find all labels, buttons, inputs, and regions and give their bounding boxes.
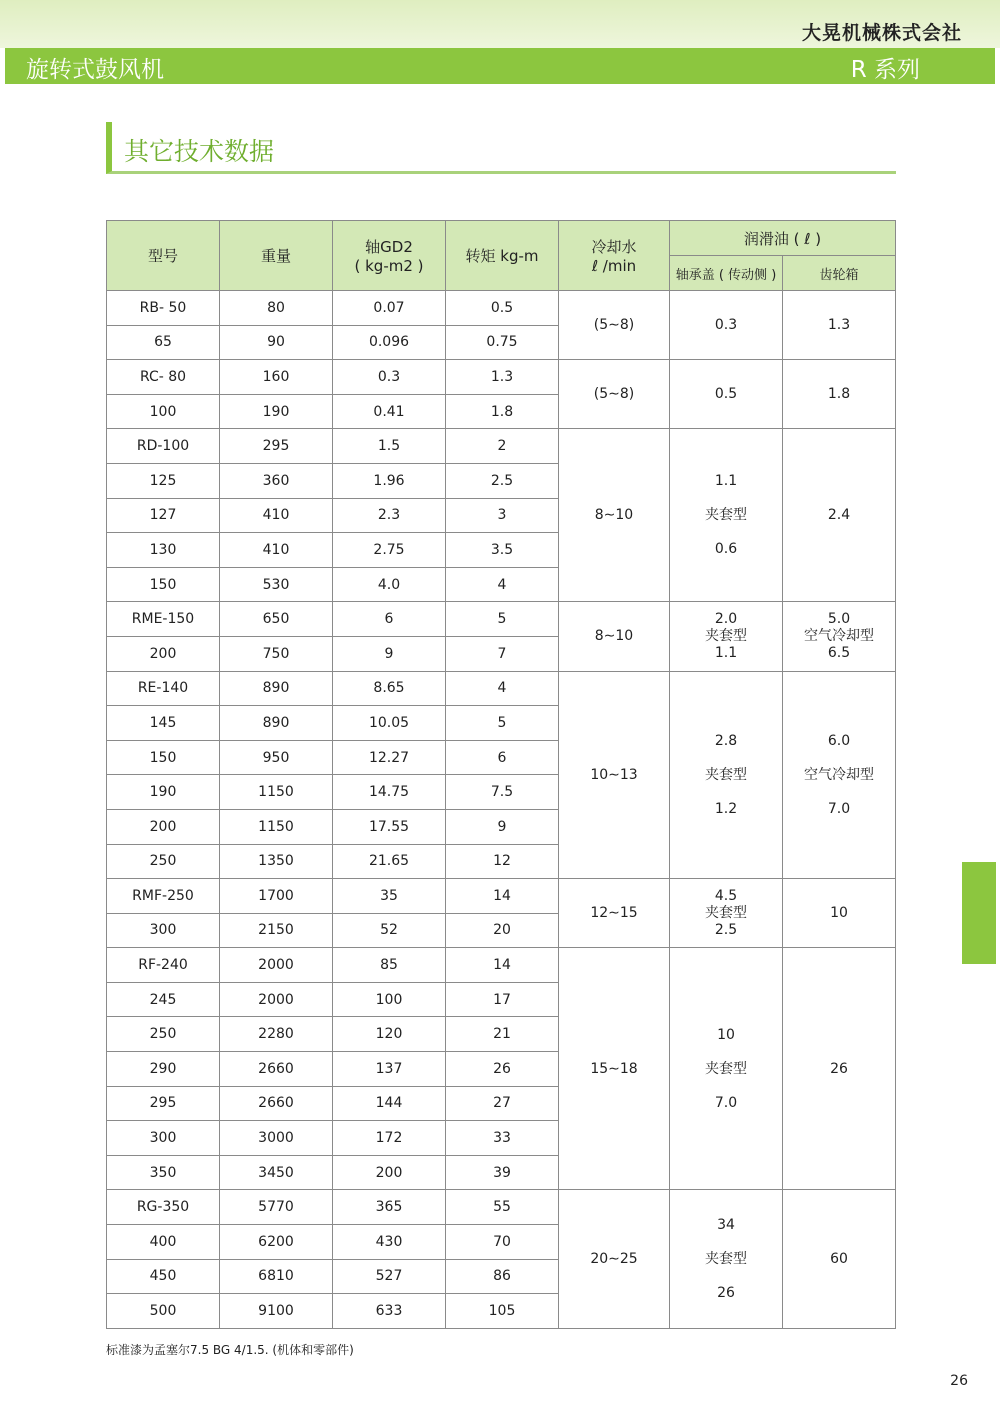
cell-model: RB- 50	[107, 291, 220, 326]
cell-gd2: 10.05	[333, 706, 446, 741]
cell-model: RF-240	[107, 948, 220, 983]
cell-weight: 750	[220, 636, 333, 671]
cell-torque: 17	[446, 982, 559, 1017]
cell-model: RE-140	[107, 671, 220, 706]
cell-model: 145	[107, 706, 220, 741]
cell-cooling: 20∼25	[559, 1190, 670, 1328]
lube-gearbox-line: 空气冷却型	[804, 766, 874, 783]
lube-bearing-line: 34	[717, 1217, 735, 1234]
cell-torque: 14	[446, 948, 559, 983]
cell-weight: 295	[220, 429, 333, 464]
table-row	[107, 1190, 896, 1225]
cell-gd2: 0.3	[333, 360, 446, 395]
cell-gd2: 430	[333, 1225, 446, 1260]
cell-weight: 2660	[220, 1086, 333, 1121]
cell-gd2: 0.096	[333, 325, 446, 360]
cell-weight: 190	[220, 394, 333, 429]
cell-gd2: 137	[333, 1052, 446, 1087]
cell-lube-bearing	[670, 879, 783, 948]
lube-bearing-line: 10	[717, 1026, 735, 1043]
cell-torque: 39	[446, 1155, 559, 1190]
cell-weight: 2000	[220, 948, 333, 983]
lube-bearing-line: 夹套型	[705, 507, 747, 524]
cell-torque: 33	[446, 1121, 559, 1156]
cell-lube-gearbox	[783, 1190, 896, 1328]
lube-bearing-line: 2.5	[714, 921, 738, 938]
lube-bearing-line: 夹套型	[705, 904, 747, 921]
cell-torque: 3.5	[446, 533, 559, 568]
cell-gd2: 4.0	[333, 567, 446, 602]
cell-weight: 1150	[220, 775, 333, 810]
lube-bearing-line: 1.2	[714, 800, 738, 817]
header-gd2	[333, 221, 446, 291]
cell-torque: 6	[446, 740, 559, 775]
header-torque: 转矩 kg-m	[446, 221, 559, 291]
cell-weight: 890	[220, 706, 333, 741]
cell-model: 245	[107, 982, 220, 1017]
cell-model: 125	[107, 463, 220, 498]
section-title: 其它技术数据	[124, 137, 275, 166]
cell-weight: 9100	[220, 1294, 333, 1329]
header-cooling	[559, 221, 670, 291]
cell-weight: 1350	[220, 844, 333, 879]
cell-weight: 3450	[220, 1155, 333, 1190]
header-gd2-line1: 轴GD2	[365, 238, 413, 256]
lube-gearbox-line: 2.4	[827, 507, 851, 524]
cell-torque: 4	[446, 671, 559, 706]
cell-gd2: 1.96	[333, 463, 446, 498]
cell-model: RG-350	[107, 1190, 220, 1225]
cell-weight: 2000	[220, 982, 333, 1017]
cell-weight: 80	[220, 291, 333, 326]
cell-gd2: 365	[333, 1190, 446, 1225]
header-lube-gearbox: 齿轮箱	[783, 256, 896, 291]
cell-gd2: 9	[333, 636, 446, 671]
cell-model: 150	[107, 740, 220, 775]
cell-model: RMF-250	[107, 879, 220, 914]
company-name: 大晃机械株式会社	[801, 22, 962, 44]
cell-model: 290	[107, 1052, 220, 1087]
lube-gearbox-line: 1.3	[827, 317, 851, 334]
cell-gd2: 0.07	[333, 291, 446, 326]
cell-gd2: 172	[333, 1121, 446, 1156]
cell-model: 300	[107, 1121, 220, 1156]
cell-torque: 4	[446, 567, 559, 602]
cell-gd2: 14.75	[333, 775, 446, 810]
cell-torque: 7.5	[446, 775, 559, 810]
cell-cooling: 12∼15	[559, 879, 670, 948]
cell-lube-gearbox	[783, 291, 896, 360]
cell-gd2: 200	[333, 1155, 446, 1190]
cell-torque: 1.3	[446, 360, 559, 395]
cell-gd2: 120	[333, 1017, 446, 1052]
cell-weight: 410	[220, 498, 333, 533]
cell-model: RME-150	[107, 602, 220, 637]
lube-bearing-line: 夹套型	[705, 1251, 747, 1268]
spec-table-body	[107, 291, 896, 1329]
cell-gd2: 0.41	[333, 394, 446, 429]
cell-cooling: 8∼10	[559, 602, 670, 671]
cell-torque: 27	[446, 1086, 559, 1121]
cell-weight: 360	[220, 463, 333, 498]
lube-bearing-line: 7.0	[714, 1094, 738, 1111]
cell-lube-bearing	[670, 671, 783, 879]
product-title: 旋转式鼓风机	[26, 57, 164, 83]
table-row	[107, 291, 896, 326]
page-number: 26	[950, 1373, 968, 1389]
header-cooling-line1: 冷却水	[591, 238, 637, 256]
table-row	[107, 602, 896, 637]
lube-gearbox-line: 5.0	[827, 610, 851, 627]
cell-model: 295	[107, 1086, 220, 1121]
lube-bearing-line: 2.0	[714, 610, 738, 627]
cell-weight: 160	[220, 360, 333, 395]
cell-weight: 890	[220, 671, 333, 706]
cell-torque: 2	[446, 429, 559, 464]
cell-gd2: 12.27	[333, 740, 446, 775]
cell-gd2: 85	[333, 948, 446, 983]
cell-weight: 2280	[220, 1017, 333, 1052]
cell-torque: 55	[446, 1190, 559, 1225]
cell-model: RC- 80	[107, 360, 220, 395]
cell-model: 130	[107, 533, 220, 568]
table-row	[107, 879, 896, 914]
cell-lube-bearing	[670, 291, 783, 360]
cell-gd2: 527	[333, 1259, 446, 1294]
side-tab	[962, 862, 996, 964]
cell-torque: 70	[446, 1225, 559, 1260]
lube-gearbox-line: 1.8	[827, 386, 851, 403]
cell-torque: 20	[446, 913, 559, 948]
cell-gd2: 21.65	[333, 844, 446, 879]
lube-bearing-line: 0.6	[714, 541, 738, 558]
cell-model: RD-100	[107, 429, 220, 464]
cell-model: 190	[107, 775, 220, 810]
header-lube: 润滑油 ( ℓ )	[670, 221, 896, 256]
cell-torque: 3	[446, 498, 559, 533]
cell-cooling: (5∼8)	[559, 291, 670, 360]
lube-bearing-line: 1.1	[714, 644, 738, 661]
lube-bearing-line: 夹套型	[705, 627, 747, 644]
header-cooling-line2: ℓ /min	[591, 257, 637, 275]
lube-bearing-line: 2.8	[714, 732, 738, 749]
cell-lube-gearbox	[783, 429, 896, 602]
cell-torque: 7	[446, 636, 559, 671]
cell-torque: 26	[446, 1052, 559, 1087]
section-heading	[106, 122, 896, 174]
cell-weight: 950	[220, 740, 333, 775]
cell-weight: 650	[220, 602, 333, 637]
cell-gd2: 35	[333, 879, 446, 914]
cell-lube-bearing	[670, 948, 783, 1190]
lube-gearbox-line: 60	[830, 1251, 848, 1268]
cell-lube-gearbox	[783, 879, 896, 948]
cell-weight: 530	[220, 567, 333, 602]
cell-torque: 5	[446, 602, 559, 637]
cell-gd2: 52	[333, 913, 446, 948]
lube-gearbox-line: 7.0	[827, 800, 851, 817]
header-weight: 重量	[220, 221, 333, 291]
cell-gd2: 100	[333, 982, 446, 1017]
cell-gd2: 144	[333, 1086, 446, 1121]
spec-table	[106, 220, 896, 1329]
cell-torque: 105	[446, 1294, 559, 1329]
lube-gearbox-line: 10	[830, 905, 848, 922]
cell-gd2: 6	[333, 602, 446, 637]
cell-lube-gearbox	[783, 948, 896, 1190]
cell-model: 250	[107, 844, 220, 879]
lube-bearing-line: 1.1	[714, 473, 738, 490]
lube-bearing-line: 4.5	[714, 887, 738, 904]
cell-torque: 5	[446, 706, 559, 741]
cell-weight: 90	[220, 325, 333, 360]
cell-torque: 21	[446, 1017, 559, 1052]
header-lube-bearing: 轴承盖 ( 传动侧 )	[670, 256, 783, 291]
cell-model: 250	[107, 1017, 220, 1052]
cell-weight: 1700	[220, 879, 333, 914]
cell-model: 127	[107, 498, 220, 533]
lube-bearing-line: 0.5	[714, 386, 738, 403]
cell-gd2: 2.3	[333, 498, 446, 533]
cell-weight: 3000	[220, 1121, 333, 1156]
cell-weight: 1150	[220, 809, 333, 844]
cell-lube-gearbox	[783, 360, 896, 429]
cell-gd2: 2.75	[333, 533, 446, 568]
footnote: 标准漆为孟塞尔7.5 BG 4/1.5. (机体和零部件)	[106, 1343, 354, 1357]
cell-model: 350	[107, 1155, 220, 1190]
cell-cooling: 10∼13	[559, 671, 670, 879]
cell-model: 150	[107, 567, 220, 602]
cell-torque: 0.75	[446, 325, 559, 360]
cell-weight: 410	[220, 533, 333, 568]
cell-torque: 2.5	[446, 463, 559, 498]
table-row	[107, 429, 896, 464]
cell-model: 500	[107, 1294, 220, 1329]
cell-torque: 12	[446, 844, 559, 879]
cell-model: 100	[107, 394, 220, 429]
lube-bearing-line: 26	[717, 1285, 735, 1302]
cell-gd2: 17.55	[333, 809, 446, 844]
cell-lube-bearing	[670, 1190, 783, 1328]
header-gd2-line2: ( kg-m2 )	[354, 257, 424, 275]
cell-torque: 86	[446, 1259, 559, 1294]
cell-model: 200	[107, 809, 220, 844]
lube-gearbox-line: 6.0	[827, 732, 851, 749]
cell-cooling: 15∼18	[559, 948, 670, 1190]
cell-model: 400	[107, 1225, 220, 1260]
cell-model: 65	[107, 325, 220, 360]
lube-gearbox-line: 26	[830, 1060, 848, 1077]
cell-weight: 5770	[220, 1190, 333, 1225]
cell-cooling: 8∼10	[559, 429, 670, 602]
series-label: R 系列	[850, 57, 920, 83]
lube-bearing-line: 夹套型	[705, 766, 747, 783]
lube-bearing-line: 0.3	[714, 317, 738, 334]
lube-gearbox-line: 空气冷却型	[804, 627, 874, 644]
table-row	[107, 360, 896, 395]
cell-cooling: (5∼8)	[559, 360, 670, 429]
cell-weight: 6200	[220, 1225, 333, 1260]
lube-bearing-line: 夹套型	[705, 1060, 747, 1077]
cell-gd2: 633	[333, 1294, 446, 1329]
header-model: 型号	[107, 221, 220, 291]
cell-weight: 2660	[220, 1052, 333, 1087]
cell-lube-bearing	[670, 602, 783, 671]
cell-weight: 2150	[220, 913, 333, 948]
cell-model: 300	[107, 913, 220, 948]
lube-gearbox-line: 6.5	[827, 644, 851, 661]
table-row	[107, 948, 896, 983]
cell-lube-gearbox	[783, 602, 896, 671]
cell-torque: 9	[446, 809, 559, 844]
cell-gd2: 1.5	[333, 429, 446, 464]
cell-lube-bearing	[670, 429, 783, 602]
cell-gd2: 8.65	[333, 671, 446, 706]
table-row	[107, 671, 896, 706]
cell-torque: 1.8	[446, 394, 559, 429]
cell-model: 450	[107, 1259, 220, 1294]
cell-torque: 0.5	[446, 291, 559, 326]
cell-model: 200	[107, 636, 220, 671]
cell-lube-bearing	[670, 360, 783, 429]
cell-weight: 6810	[220, 1259, 333, 1294]
cell-torque: 14	[446, 879, 559, 914]
cell-lube-gearbox	[783, 671, 896, 879]
